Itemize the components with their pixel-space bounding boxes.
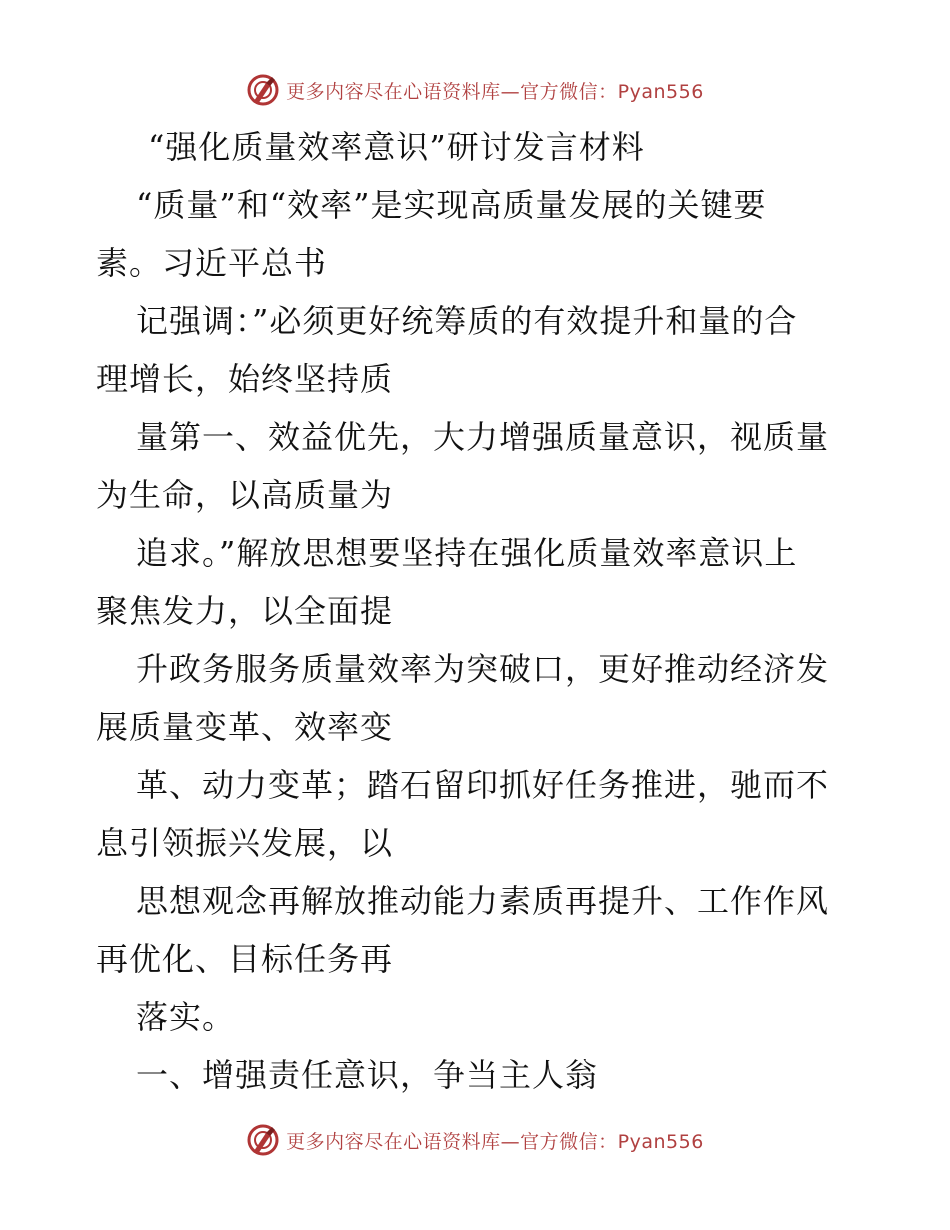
document-body (96, 118, 856, 1104)
paragraph-line: 理增长，始终坚持质 (96, 360, 394, 398)
paragraph-line: 素。习近平总书 (96, 244, 328, 282)
footer-banner-text: 更多内容尽在心语资料库—官方微信：Pyan556 (286, 1130, 704, 1153)
paragraph-line: “质量”和“效率”是实现高质量发展的关键要 (136, 186, 767, 224)
paragraph-line: 记强调：”必须更好统筹质的有效提升和量的合 (136, 302, 798, 340)
paragraph-line: 追求。”解放思想要坚持在强化质量效率意识上 (136, 534, 798, 572)
section-heading: 一、增强责任意识，争当主人翁 (136, 1056, 599, 1094)
paragraph-line: 展质量变革、效率变 (96, 708, 394, 746)
paragraph-line: 量第一、效益优先，大力增强质量意识，视质量 (136, 418, 830, 456)
paragraph-line: 为生命，以高质量为 (96, 476, 394, 514)
paragraph-line: 革、动力变革；踏石留印抓好任务推进，驰而不 (136, 766, 830, 804)
paragraph-line: 升政务服务质量效率为突破口，更好推动经济发 (136, 650, 830, 688)
document-title: “强化质量效率意识”研讨发言材料 (148, 128, 645, 166)
paragraph-line: 落实。 (136, 998, 236, 1036)
paragraph-line: 息引领振兴发展，以 (96, 824, 394, 862)
footer-banner (0, 1120, 950, 1160)
pen-circle-logo-icon (246, 1123, 280, 1157)
header-banner-text: 更多内容尽在心语资料库—官方微信：Pyan556 (286, 80, 704, 103)
paragraph-line: 思想观念再解放推动能力素质再提升、工作作风 (136, 882, 830, 920)
paragraph-line: 再优化、目标任务再 (96, 940, 394, 978)
header-banner (0, 70, 950, 110)
pen-circle-logo-icon (246, 73, 280, 107)
paragraph-line: 聚焦发力，以全面提 (96, 592, 394, 630)
